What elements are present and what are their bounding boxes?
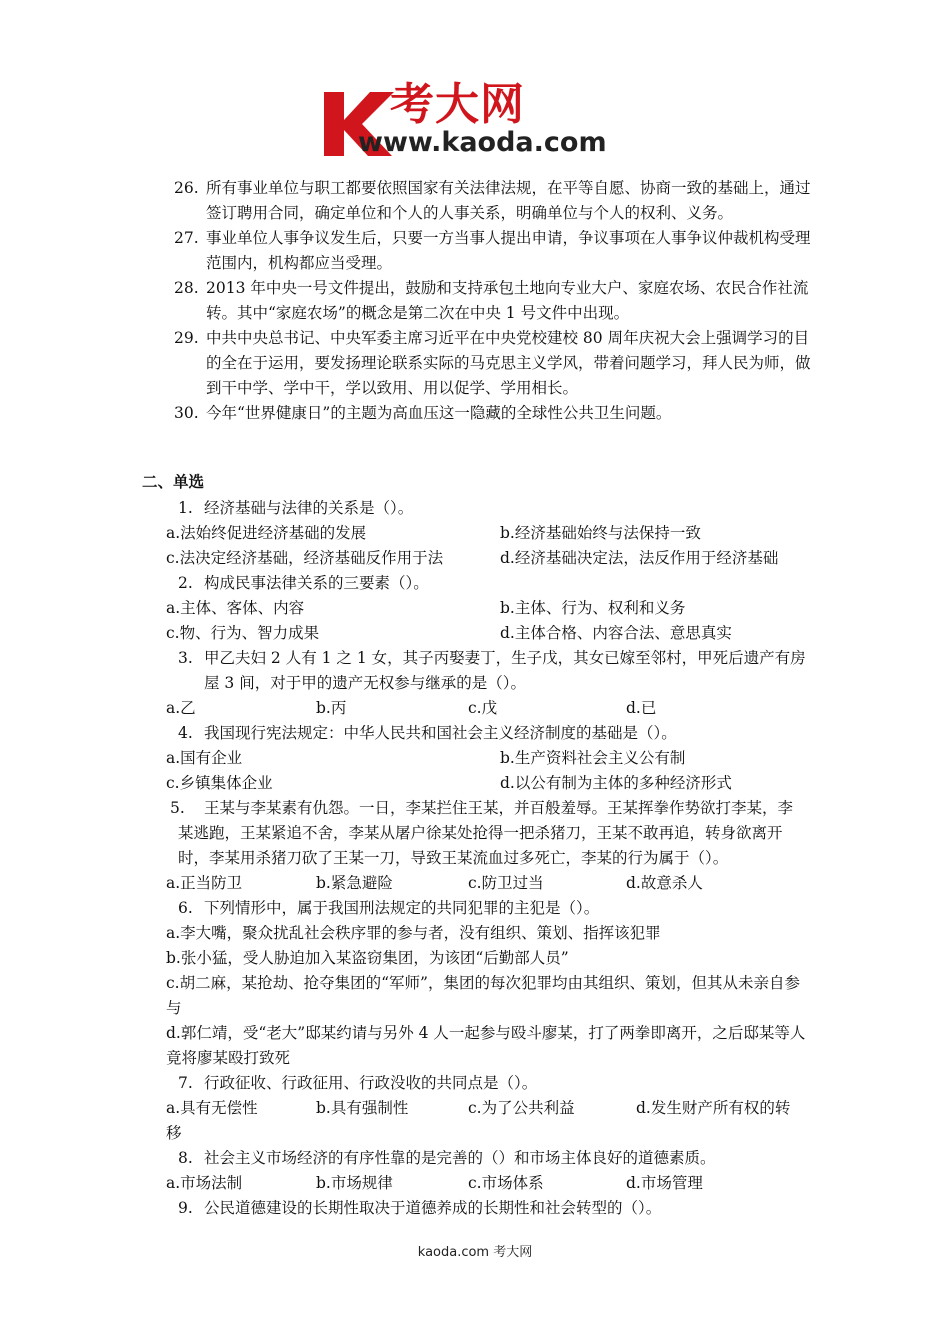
tf-item: 27. 事业单位人事争议发生后，只要一方当事人提出申请，争议事项在人事争议仲裁机构受理范围内，机构都应当受理。: [174, 229, 811, 272]
question-1: 1. 经济基础与法律的关系是（）。: [178, 499, 414, 517]
question-8: 8. 社会主义市场经济的有序性靠的是完善的（）和市场主体良好的道德素质。: [178, 1149, 716, 1167]
option-c: c.胡二麻，某抢劫、抢夺集团的“军师”，集团的每次犯罪均由其组织、策划，但其从未亲自参与: [166, 974, 800, 1017]
option-b: b.主体、行为、权利和义务: [500, 599, 686, 617]
options-row: [166, 696, 816, 721]
tf-item: 30. 今年“世界健康日”的主题为高血压这一隐藏的全球性公共卫生问题。: [174, 404, 672, 422]
option-d-continued: 移: [166, 1124, 182, 1142]
option-b: b.张小猛，受人胁迫加入某盗窃集团，为该团“后勤部人员”: [166, 949, 569, 967]
option-a: a.法始终促进经济基础的发展: [166, 524, 367, 542]
option-b: b.生产资料社会主义公有制: [500, 749, 686, 767]
logo-name: 考大网: [390, 79, 525, 130]
logo-url: www.kaoda.com: [358, 127, 607, 158]
question-5: 5. 王某与李某素有仇怨。一日，李某拦住王某，并百般羞辱。王某挥拳作势欲打李某，李某逃跑，王某紧追不舍，李某从屠户徐某处抢得一把杀猪刀，王某不敢再追，转身欲离开时，李某用杀猪刀砍了王某一刀，导致王某流血过多死亡，李某的行为属于（）。: [170, 799, 794, 867]
options-row: [166, 771, 816, 796]
option-d: d.经济基础决定法，法反作用于经济基础: [500, 549, 779, 567]
option-d: d.以公有制为主体的多种经济形式: [500, 774, 732, 792]
section-title: 二、单选: [142, 472, 205, 491]
option-a: a.乙: [166, 699, 196, 717]
option-b: b.紧急避险: [316, 874, 393, 892]
option-d: d.主体合格、内容合法、意思真实: [500, 624, 732, 642]
options-row: [166, 521, 816, 546]
option-c: c.防卫过当: [468, 874, 544, 892]
kaoda-logo: [318, 80, 648, 162]
question-2: 2. 构成民事法律关系的三要素（）。: [178, 574, 429, 592]
option-a: a.市场法制: [166, 1174, 243, 1192]
option-c: c.市场体系: [468, 1174, 544, 1192]
option-b: b.具有强制性: [316, 1099, 409, 1117]
tf-list: [174, 176, 814, 426]
option-d: d.发生财产所有权的转: [636, 1099, 791, 1117]
question-7: 7. 行政征收、行政征用、行政没收的共同点是（）。: [178, 1074, 538, 1092]
options-row: [166, 1096, 816, 1121]
option-d: d.市场管理: [626, 1174, 703, 1192]
option-b: b.市场规律: [316, 1174, 393, 1192]
options-row: [166, 1171, 816, 1196]
option-b: b.丙: [316, 699, 347, 717]
options-row: [166, 596, 816, 621]
option-d: d.郭仁靖，受“老大”邸某约请与另外 4 人一起参与殴斗廖某，打了两拳即离开，之后邸某等人竟将廖某殴打致死: [166, 1024, 806, 1067]
option-a: a.李大嘴，聚众扰乱社会秩序罪的参与者，没有组织、策划、指挥该犯罪: [166, 924, 661, 942]
tf-item: 26. 所有事业单位与职工都要依照国家有关法律法规，在平等自愿、协商一致的基础上，通过签订聘用合同，确定单位和个人的人事关系，明确单位与个人的权利、义务。: [174, 179, 811, 222]
question-9: 9. 公民道德建设的长期性取决于道德养成的长期性和社会转型的（）。: [178, 1199, 662, 1217]
option-c: c.乡镇集体企业: [166, 774, 273, 792]
option-d: d.故意杀人: [626, 874, 703, 892]
option-c: c.法决定经济基础，经济基础反作用于法: [166, 549, 444, 567]
page-footer: kaoda.com 考大网: [417, 1245, 533, 1260]
option-c: c.为了公共利益: [468, 1099, 575, 1117]
options-row: [166, 746, 816, 771]
option-a: a.具有无偿性: [166, 1099, 258, 1117]
options-row: [166, 621, 816, 646]
mc-list: [166, 496, 816, 1221]
question-4: 4. 我国现行宪法规定：中华人民共和国社会主义经济制度的基础是（）。: [178, 724, 677, 742]
tf-item: 28. 2013 年中央一号文件提出，鼓励和支持承包土地向专业大户、家庭农场、农民合作社流转。其中“家庭农场”的概念是第二次在中央 1 号文件中出现。: [174, 279, 809, 322]
option-a: a.正当防卫: [166, 874, 243, 892]
options-row: [166, 546, 816, 571]
option-a: a.国有企业: [166, 749, 243, 767]
tf-item: 29. 中共中央总书记、中央军委主席习近平在中央党校建校 80 周年庆祝大会上强调学习的目的全在于运用，要发扬理论联系实际的马克思主义学风，带着问题学习，拜人民为师，做到干中学、学中干，学以致用、用以促学、学用相长。: [174, 329, 811, 397]
option-a: a.主体、客体、内容: [166, 599, 305, 617]
option-d: d.已: [626, 699, 657, 717]
question-6: 6. 下列情形中，属于我国刑法规定的共同犯罪的主犯是（）。: [178, 899, 600, 917]
option-c: c.物、行为、智力成果: [166, 624, 320, 642]
options-row: [166, 871, 816, 896]
option-b: b.经济基础始终与法保持一致: [500, 524, 701, 542]
question-3: 3. 甲乙夫妇 2 人有 1 之 1 女，其子丙娶妻丁，生子戊，其女已嫁至邻村，甲死后遗产有房屋 3 间，对于甲的遗产无权参与继承的是（）。: [178, 649, 806, 692]
option-c: c.戊: [468, 699, 498, 717]
